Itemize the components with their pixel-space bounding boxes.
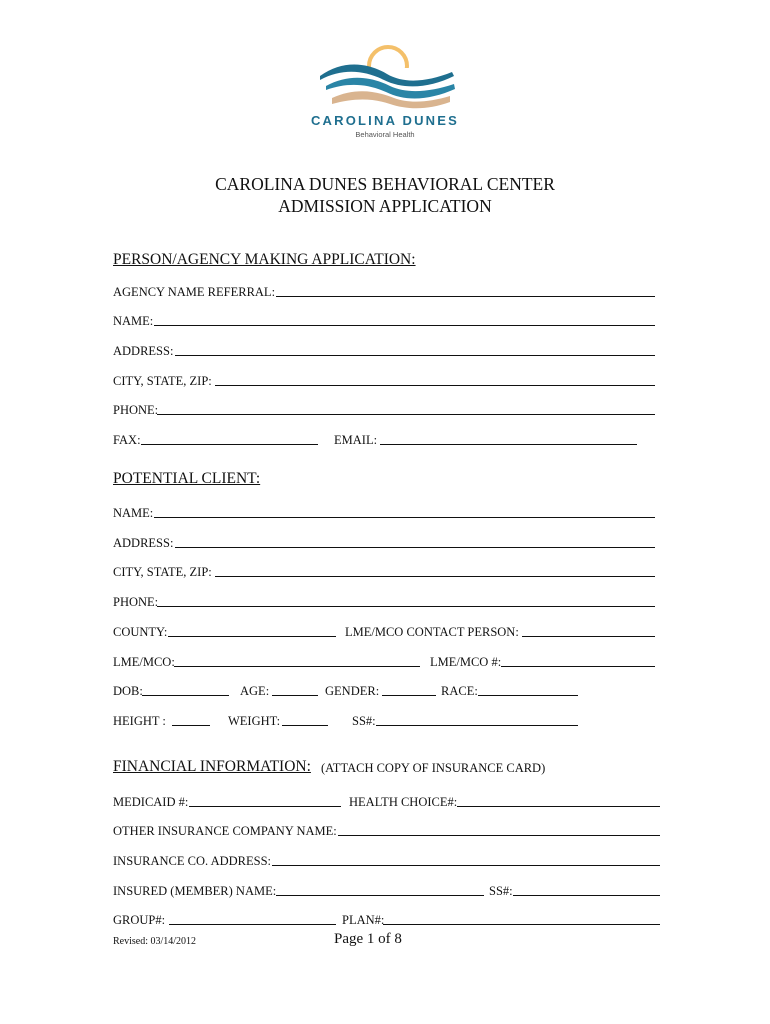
lme-number-field[interactable]: [501, 666, 655, 667]
insurance-address-field[interactable]: [272, 865, 660, 866]
client-county-field[interactable]: [168, 636, 336, 637]
group-label: GROUP#:: [113, 913, 166, 927]
document-title-line1: CAROLINA DUNES BEHAVIORAL CENTER: [215, 174, 555, 194]
dob-label: DOB:: [113, 684, 143, 698]
client-phone-label: PHONE:: [113, 595, 159, 609]
race-field[interactable]: [478, 695, 578, 696]
applicant-fax-field[interactable]: [141, 444, 318, 445]
document-title-line2: ADMISSION APPLICATION: [278, 196, 492, 216]
health-choice-field[interactable]: [457, 806, 660, 807]
other-insurance-field[interactable]: [338, 835, 660, 836]
applicant-address-field[interactable]: [175, 355, 655, 356]
applicant-phone-field[interactable]: [157, 414, 655, 415]
client-city-label: CITY, STATE, ZIP:: [113, 565, 212, 579]
other-insurance-label: OTHER INSURANCE COMPANY NAME:: [113, 824, 337, 838]
applicant-city-field[interactable]: [215, 385, 655, 386]
height-field[interactable]: [172, 725, 210, 726]
agency-referral-label: AGENCY NAME REFERRAL:: [113, 285, 276, 299]
insured-name-field[interactable]: [276, 895, 484, 896]
logo-subtitle: Behavioral Health: [355, 130, 415, 139]
client-address-label: ADDRESS:: [113, 536, 174, 550]
insurance-address-label: INSURANCE CO. ADDRESS:: [113, 854, 272, 868]
client-address-field[interactable]: [175, 547, 655, 548]
client-county-label: COUNTY:: [113, 625, 168, 639]
applicant-name-field[interactable]: [154, 325, 655, 326]
client-city-field[interactable]: [215, 576, 655, 577]
applicant-fax-label: FAX:: [113, 433, 141, 447]
group-field[interactable]: [169, 924, 336, 925]
financial-heading: FINANCIAL INFORMATION:: [113, 758, 311, 775]
race-label: RACE:: [441, 684, 478, 698]
lme-number-label: LME/MCO #:: [430, 655, 502, 669]
insured-name-label: INSURED (MEMBER) NAME:: [113, 884, 277, 898]
medicaid-label: MEDICAID #:: [113, 795, 189, 809]
revised-date: Revised: 03/14/2012: [113, 936, 197, 947]
insured-ss-label: SS#:: [489, 884, 513, 898]
applicant-email-field[interactable]: [380, 444, 637, 445]
age-label: AGE:: [240, 684, 270, 698]
client-name-field[interactable]: [154, 517, 655, 518]
plan-field[interactable]: [383, 924, 660, 925]
height-label: HEIGHT :: [113, 714, 166, 728]
logo-name: CAROLINA DUNES: [310, 113, 460, 128]
plan-label: PLAN#:: [342, 913, 385, 927]
page-number: Page 1 of 8: [334, 931, 402, 947]
insurance-card-note: (ATTACH COPY OF INSURANCE CARD): [321, 761, 546, 775]
applicant-email-label: EMAIL:: [334, 433, 378, 447]
applicant-address-label: ADDRESS:: [113, 344, 174, 358]
applicant-phone-label: PHONE:: [113, 403, 159, 417]
client-heading: POTENTIAL CLIENT:: [113, 470, 261, 487]
insured-ss-field[interactable]: [513, 895, 660, 896]
health-choice-label: HEALTH CHOICE#:: [349, 795, 458, 809]
client-name-label: NAME:: [113, 506, 154, 520]
applicant-heading: PERSON/AGENCY MAKING APPLICATION:: [113, 251, 416, 268]
applicant-name-label: NAME:: [113, 314, 154, 328]
weight-field[interactable]: [282, 725, 328, 726]
dob-field[interactable]: [142, 695, 229, 696]
gender-field[interactable]: [382, 695, 436, 696]
weight-label: WEIGHT:: [228, 714, 281, 728]
client-phone-field[interactable]: [157, 606, 655, 607]
medicaid-field[interactable]: [189, 806, 341, 807]
lme-label: LME/MCO:: [113, 655, 175, 669]
age-field[interactable]: [272, 695, 318, 696]
client-ss-label: SS#:: [352, 714, 376, 728]
lme-contact-label: LME/MCO CONTACT PERSON:: [345, 625, 519, 639]
applicant-city-label: CITY, STATE, ZIP:: [113, 374, 212, 388]
lme-contact-field[interactable]: [522, 636, 655, 637]
client-ss-field[interactable]: [376, 725, 578, 726]
gender-label: GENDER:: [325, 684, 380, 698]
agency-referral-field[interactable]: [276, 296, 655, 297]
lme-field[interactable]: [174, 666, 420, 667]
